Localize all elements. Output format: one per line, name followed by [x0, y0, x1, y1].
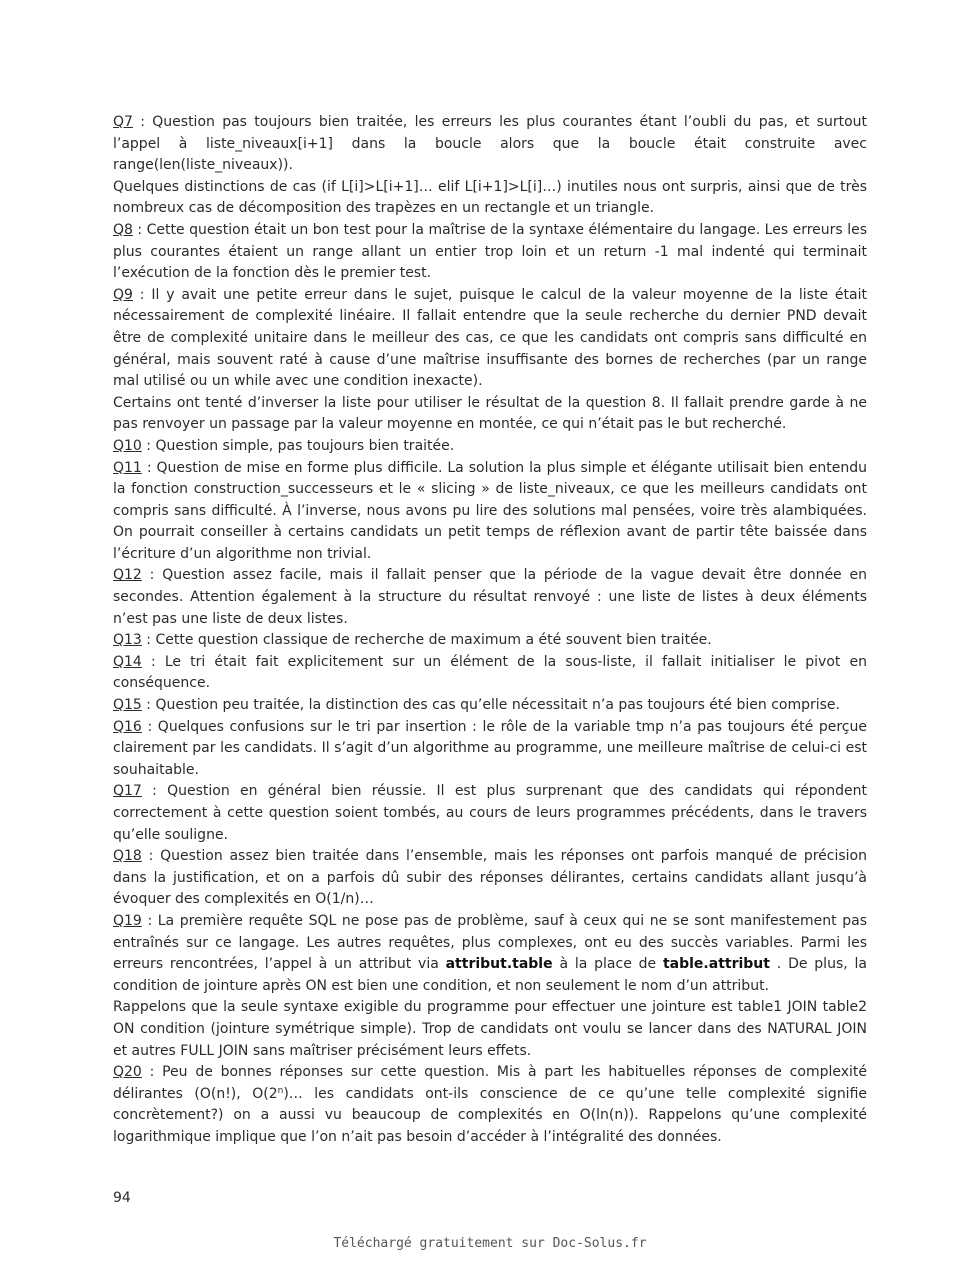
question-label: Q8	[113, 221, 133, 238]
question-label: Q18	[113, 848, 142, 865]
paragraph-q9-note	[113, 393, 867, 436]
paragraph-text: : Question en général bien réussie. Il est plus surprenant que des candidats qui répondent correctement à cette question soient tombés, au cours de leurs programmes précédents, dans le travers qu’elle souligne.	[113, 783, 867, 843]
paragraph-text: Rappelons que la seule syntaxe exigible du programme pour effectuer une jointure est table1 JOIN table2 ON condition (jointure symétrique simple). Trop de candidats ont voulu se lancer dans des NATURAL JOIN et autres FULL JOIN sans maîtriser précisément leurs effets.	[113, 999, 867, 1059]
question-label: Q20	[113, 1064, 142, 1081]
paragraph-text: Quelques distinctions de cas (if L[i]>L[i+1]… elif L[i+1]>L[i]…) inutiles nous ont surpris, ainsi que de très nombreux cas de décomposition des trapèzes en un rectangle et un triangle.	[113, 178, 867, 217]
page-number: 94	[113, 1190, 131, 1206]
question-label: Q14	[113, 653, 142, 670]
paragraph-text: : Question simple, pas toujours bien traitée.	[141, 437, 455, 454]
paragraph-q18	[113, 846, 867, 911]
question-label: Q17	[113, 783, 142, 800]
paragraph-q14	[113, 652, 867, 695]
paragraph-text: : Cette question classique de recherche de maximum a été souvent bien traitée.	[141, 632, 712, 649]
paragraph-text: : Question pas toujours bien traitée, les erreurs les plus courantes étant l’oubli du pas, et surtout l’appel à liste_niveaux[i+1] dans la boucle alors que la boucle était construite avec range(len(liste_niveaux)).	[113, 114, 867, 174]
paragraph-text: . De plus, la condition de jointure après ON est bien une condition, et non seulement le nom d’un attribut.	[113, 956, 867, 994]
question-label: Q13	[113, 632, 142, 649]
paragraph-text: à la place de	[552, 956, 663, 973]
paragraph-text: : Quelques confusions sur le tri par insertion : le rôle de la variable tmp n’a pas toujours été perçue clairement par les candidats. Il s’agit d’un algorithme au programme, une meilleure maîtrise de celui-ci est souhaitable.	[113, 718, 867, 778]
paragraph-q19	[113, 911, 867, 997]
paragraph-q7	[113, 112, 867, 177]
question-label: Q11	[113, 459, 142, 476]
code-term: attribut.table	[445, 956, 553, 973]
question-label: Q7	[113, 114, 133, 130]
question-label: Q16	[113, 718, 142, 735]
paragraph-text: : Cette question était un bon test pour la maîtrise de la syntaxe élémentaire du langage. Les erreurs les plus courantes étaient un range allant un entier trop loin et un return -1 mal indenté qui terminait l’exécution de la fonction dès le premier test.	[113, 221, 867, 282]
paragraph-q9	[113, 285, 867, 393]
paragraph-text: : Question peu traitée, la distinction des cas qu’elle nécessitait n’a pas toujours été bien comprise.	[141, 697, 840, 714]
paragraph-text: )… les candidats ont-ils conscience de ce qu’une telle complexité signifie concrètement?) on a aussi vu beaucoup de complexités en O(ln(n)). Rappelons qu’une complexité logarithmique implique que l’on n’ait pas besoin d’accéder à l’intégralité des données.	[113, 1085, 868, 1145]
question-label: Q9	[113, 286, 133, 303]
question-label: Q15	[113, 697, 142, 714]
paragraph-q20	[113, 1062, 867, 1148]
paragraph-q13	[113, 630, 867, 652]
question-label: Q10	[113, 437, 142, 454]
paragraph-text: : La première requête SQL ne pose pas de problème, sauf à ceux qui ne se sont manifestement pas entraînés sur ce langage. Les autres requêtes, plus complexes, ont eu des succès variables. Parmi les erreurs rencontrées, l’appel à un attribut via	[113, 912, 867, 973]
paragraph-q8	[113, 220, 867, 285]
superscript: n	[277, 1085, 284, 1096]
paragraph-q11	[113, 458, 867, 566]
paragraph-q7-note	[113, 177, 867, 220]
paragraph-text: : Question assez facile, mais il fallait penser que la période de la vague devait être donnée en secondes. Attention également à la structure du résultat renvoyé : une liste de listes à deux éléments n’est pas une liste de deux listes.	[113, 567, 867, 627]
paragraph-q19-note	[113, 997, 867, 1062]
paragraph-text: : Question de mise en forme plus difficile. La solution la plus simple et élégante utilisait bien entendu la fonction construction_successeurs et le « slicing » de liste_niveaux, ce que les meilleurs candidats ont compris sans difficulté. À l’inverse, nous avons pu lire des solutions mal pensées, voire très alambiquées. On pourrait conseiller à certains candidats un petit temps de réflexion avant de partir tête baissée dans l’écriture d’un algorithme non trivial.	[113, 459, 867, 562]
paragraph-text: : Question assez bien traitée dans l’ensemble, mais les réponses ont parfois manqué de précision dans la justification, et on a parfois dû subir des réponses délirantes, certains candidats allant jusqu’à évoquer des complexités en O(1/n)…	[113, 848, 867, 908]
footer-watermark: Téléchargé gratuitement sur Doc-Solus.fr	[333, 1236, 647, 1251]
code-term: table.attribut	[662, 956, 770, 973]
paragraph-text: : Il y avait une petite erreur dans le sujet, puisque le calcul de la valeur moyenne de la liste était nécessairement de complexité linéaire. Il fallait entendre que la seule recherche du dernier PND devait être de complexité unitaire dans le meilleur des cas, ce que les candidats ont compris sans difficulté en général, mais souvent raté à cause d’une maîtrise insuffisante des bornes de recherches (par un range mal utilisé ou un while avec une condition inexacte).	[113, 286, 867, 390]
paragraph-text: Certains ont tenté d’inverser la liste pour utiliser le résultat de la question 8. Il fallait prendre garde à ne pas renvoyer un passage par la valeur moyenne en montée, ce qui n’était pas le but recherché.	[113, 394, 867, 433]
paragraph-q15	[113, 695, 867, 717]
document-body	[113, 112, 867, 1149]
paragraph-text: : Le tri était fait explicitement sur un élément de la sous-liste, il fallait initialiser le pivot en conséquence.	[113, 653, 867, 692]
paragraph-text: : Peu de bonnes réponses sur cette question. Mis à part les habituelles réponses de complexité délirantes (O(n!), O(2	[113, 1064, 867, 1102]
paragraph-q12	[113, 565, 867, 630]
question-label: Q19	[113, 912, 142, 929]
paragraph-q10	[113, 436, 867, 458]
question-label: Q12	[113, 567, 142, 584]
paragraph-q16	[113, 717, 867, 782]
paragraph-q17	[113, 781, 867, 846]
